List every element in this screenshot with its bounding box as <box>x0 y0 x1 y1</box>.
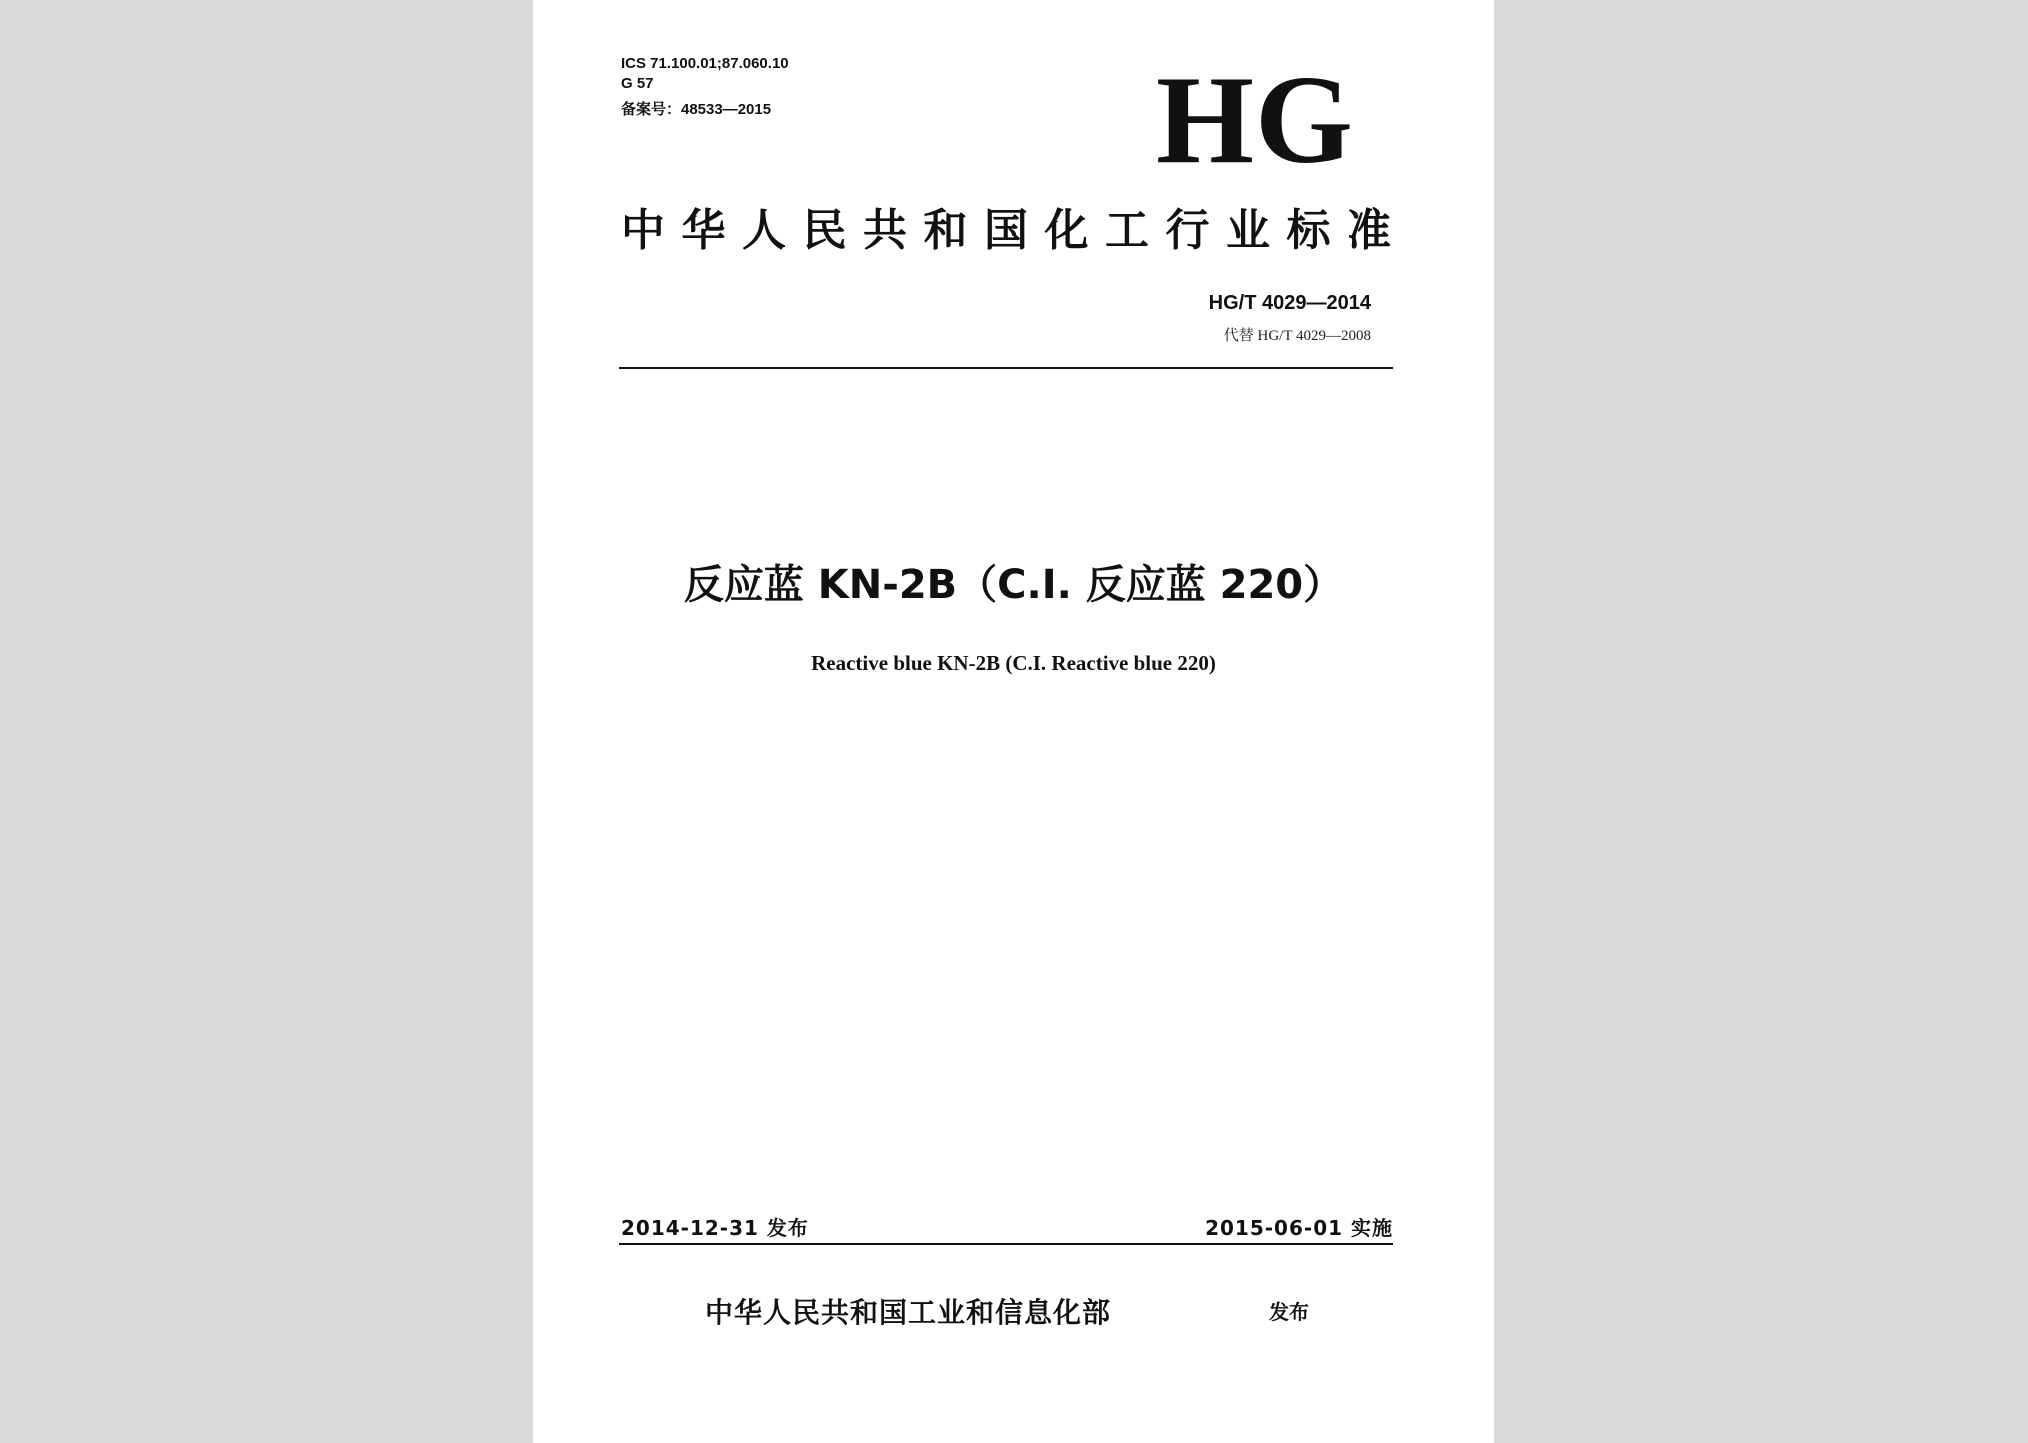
issue-date: 2014-12-31 发布 <box>621 1216 809 1240</box>
document-title-en: Reactive blue KN-2B (C.I. Reactive blue 220) <box>811 651 1216 675</box>
header-divider <box>619 367 1393 369</box>
hg-logo: HG <box>1155 51 1354 190</box>
standard-code: HG/T 4029—2014 <box>1208 292 1371 314</box>
ccs-code: G 57 <box>621 75 654 92</box>
footer-divider <box>619 1243 1393 1245</box>
filing-number: 备案号：48533—2015 <box>621 101 772 118</box>
org-title: 中华人民共和国化工行业标准 <box>621 205 1391 256</box>
issuing-authority: 中华人民共和国工业和信息化部 <box>705 1296 1112 1329</box>
document-page <box>533 0 1494 1443</box>
replaces-standard: 代替 HG/T 4029—2008 <box>1223 328 1371 344</box>
document-title-cn: 反应蓝 KN-2B（C.I. 反应蓝 220） <box>683 562 1344 608</box>
issue-label: 发布 <box>1269 1300 1309 1324</box>
ics-code: ICS 71.100.01;87.060.10 <box>621 55 789 72</box>
effective-date: 2015-06-01 实施 <box>1205 1216 1393 1240</box>
